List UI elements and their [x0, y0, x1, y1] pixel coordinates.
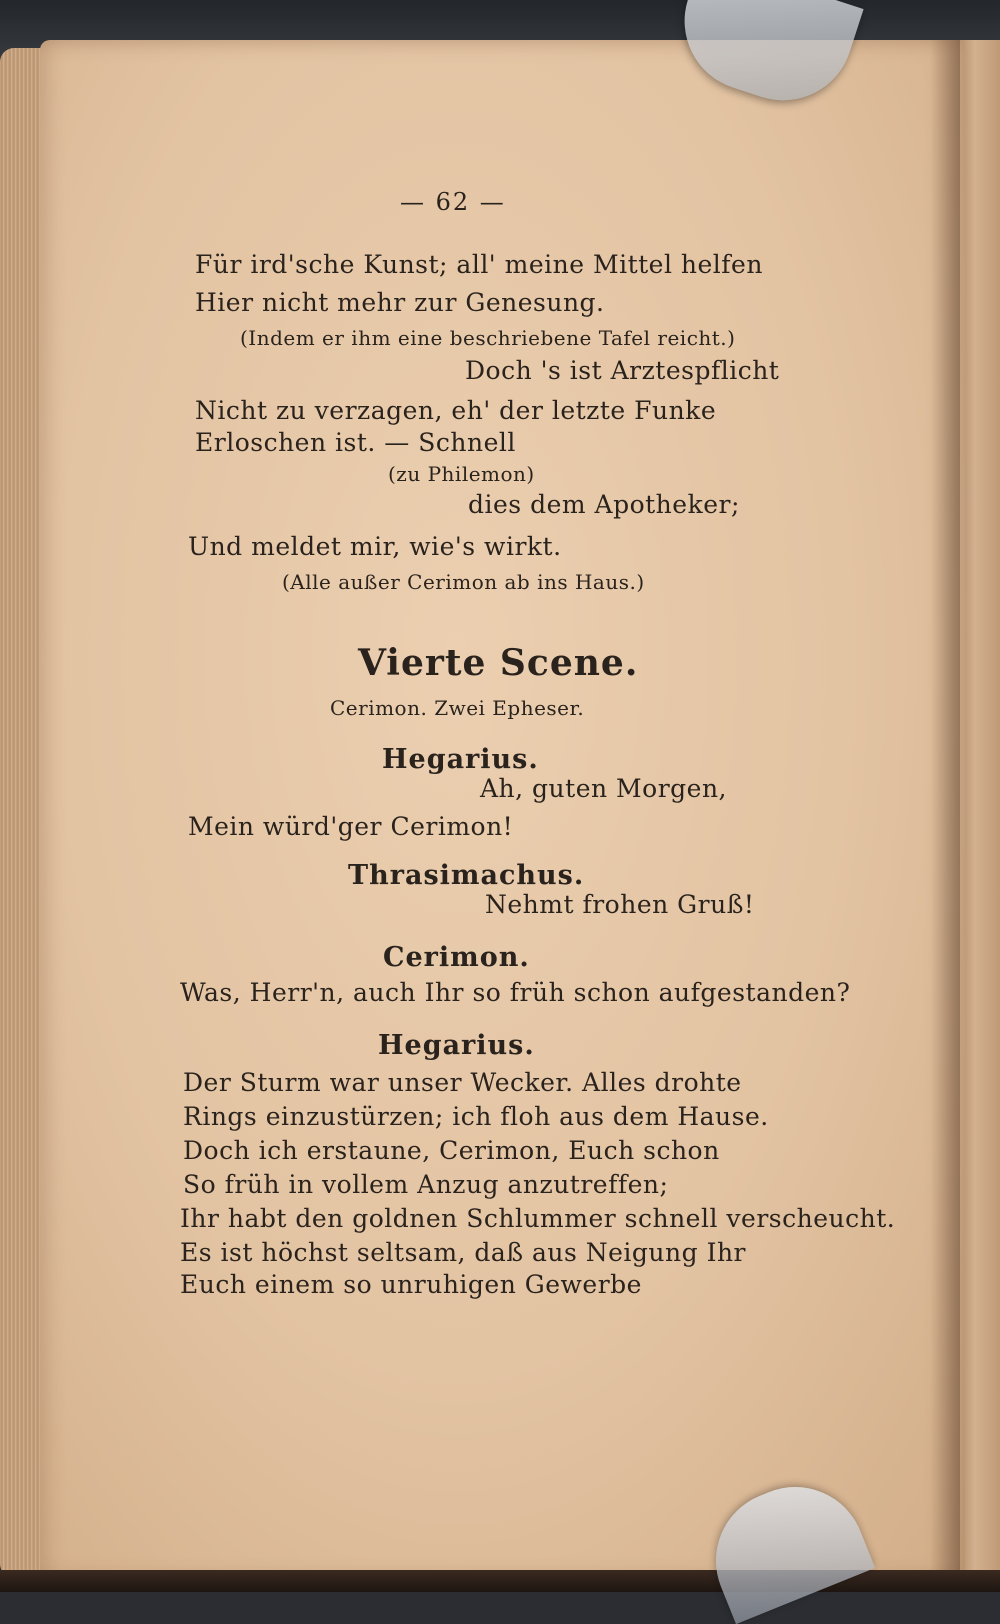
- speaker-name: Thrasimachus.: [348, 860, 585, 891]
- verse-line: Nicht zu verzagen, eh' der letzte Funke: [195, 396, 717, 425]
- scene-persons: Cerimon. Zwei Epheser.: [330, 696, 585, 720]
- verse-line: Erloschen ist. — Schnell: [195, 428, 516, 457]
- verse-line: Doch 's ist Arztespflicht: [465, 356, 780, 385]
- scene-title: Vierte Scene.: [358, 642, 639, 684]
- verse-line: dies dem Apotheker;: [468, 490, 740, 519]
- verse-line: So früh in vollem Anzug anzutreffen;: [183, 1170, 669, 1199]
- speaker-name: Cerimon.: [383, 942, 530, 973]
- speaker-name: Hegarius.: [382, 744, 539, 775]
- verse-line: Für ird'sche Kunst; all' meine Mittel helfen: [195, 250, 763, 279]
- verse-line: Nehmt frohen Gruß!: [485, 890, 755, 919]
- verse-line: Es ist höchst seltsam, daß aus Neigung Ihr: [180, 1238, 747, 1267]
- verse-line: Ah, guten Morgen,: [480, 774, 727, 803]
- page-number: — 62 —: [400, 188, 506, 216]
- stage-direction: (Indem er ihm eine beschriebene Tafel reicht.): [240, 326, 736, 350]
- stage-direction: (Alle außer Cerimon ab ins Haus.): [282, 570, 645, 594]
- verse-line: Ihr habt den goldnen Schlummer schnell verscheucht.: [180, 1204, 896, 1233]
- verse-line: Mein würd'ger Cerimon!: [188, 812, 514, 841]
- verse-line: Euch einem so unruhigen Gewerbe: [180, 1270, 642, 1299]
- stage-direction: (zu Philemon): [388, 462, 535, 486]
- verse-line: Was, Herr'n, auch Ihr so früh schon aufgestanden?: [180, 978, 851, 1007]
- verse-line: Doch ich erstaune, Cerimon, Euch schon: [183, 1136, 720, 1165]
- verse-line: Und meldet mir, wie's wirkt.: [188, 532, 562, 561]
- speaker-name: Hegarius.: [378, 1030, 535, 1061]
- verse-line: Hier nicht mehr zur Genesung.: [195, 288, 605, 317]
- verse-line: Rings einzustürzen; ich floh aus dem Hause.: [183, 1102, 769, 1131]
- verse-line: Der Sturm war unser Wecker. Alles drohte: [183, 1068, 742, 1097]
